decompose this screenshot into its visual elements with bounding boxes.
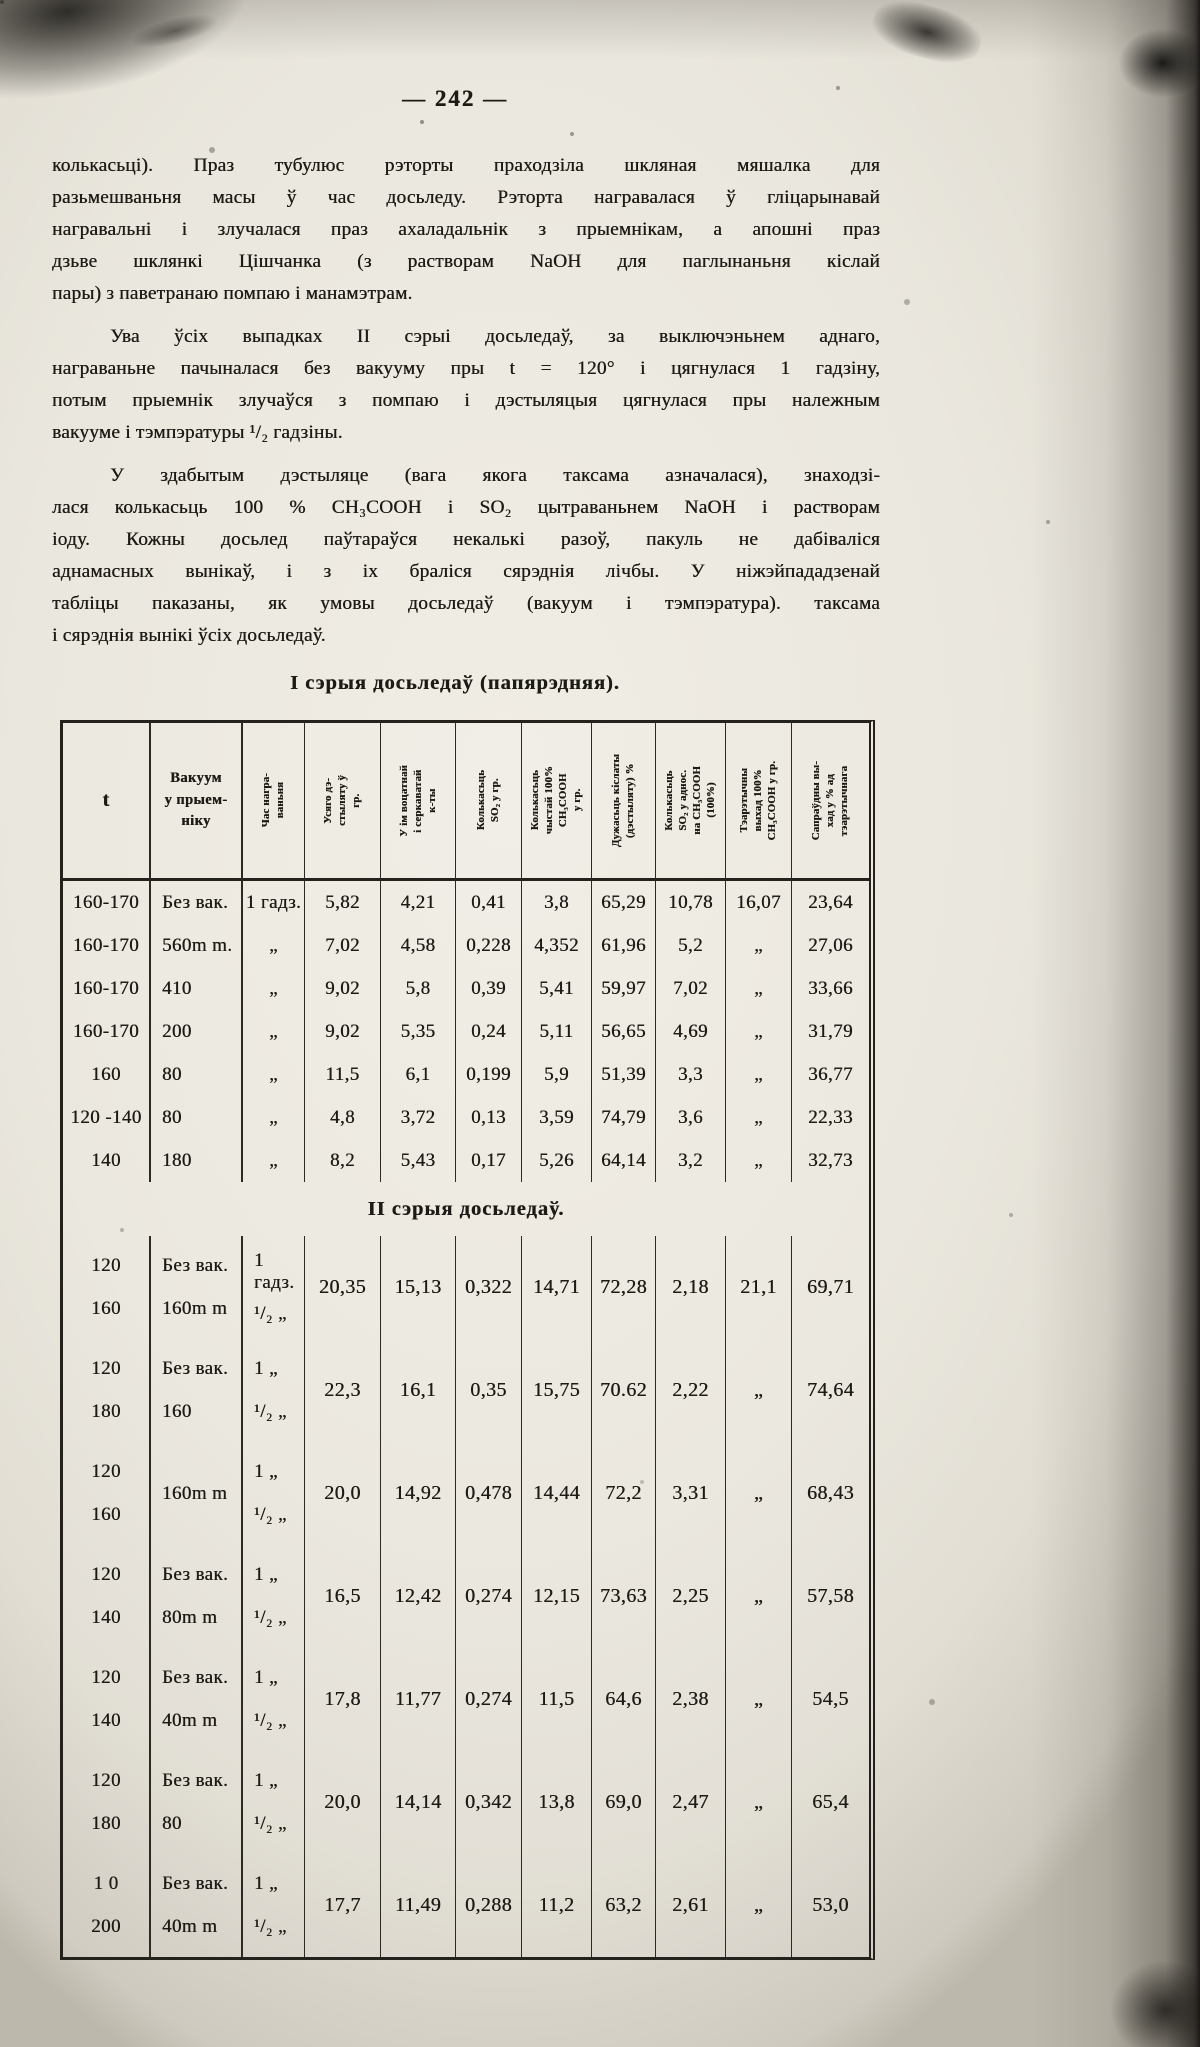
cell-value: 3,2 xyxy=(656,1139,726,1182)
cell-value: 17,8 xyxy=(305,1648,381,1751)
cell-value: „ xyxy=(726,924,792,967)
cell-value: 0,17 xyxy=(456,1139,522,1182)
cell-t xyxy=(63,1545,151,1648)
cell-value: „ xyxy=(726,1545,792,1648)
paragraph xyxy=(52,150,880,310)
cell-value: 64,14 xyxy=(592,1139,656,1182)
cell-value: „ xyxy=(726,967,792,1010)
cell-value: 23,64 xyxy=(808,891,853,913)
cell-value: 16,07 xyxy=(726,881,792,924)
paragraph xyxy=(52,321,880,449)
cell-t-line1: 120 xyxy=(91,1564,121,1586)
cell-vacuum-line1: 160m m xyxy=(162,1482,228,1504)
cell-t: 160-170 xyxy=(63,967,151,1010)
cell-value: 31,79 xyxy=(808,1020,853,1042)
cell-vacuum: 180 xyxy=(151,1139,243,1182)
cell-time-line2: ¹/₂ „ xyxy=(254,1915,287,1937)
cell-vacuum: Без вак. xyxy=(151,881,243,924)
cell-value: 5,11 xyxy=(522,1010,592,1053)
cell-time-line1: 1 „ xyxy=(254,1667,278,1689)
cell-value: „ xyxy=(726,1648,792,1751)
table-title-series2: II сэрыя досьледаў. xyxy=(367,1197,565,1220)
cell-t: 140 xyxy=(63,1139,151,1182)
cell-value: 64,6 xyxy=(592,1648,656,1751)
cell-t xyxy=(63,1751,151,1854)
cell-value: 36,77 xyxy=(808,1063,853,1085)
experiments-table xyxy=(60,720,875,1960)
cell-value: 16,1 xyxy=(381,1339,456,1442)
cell-time-line2: ¹/₂ „ xyxy=(254,1606,287,1628)
cell-t-line1: 120 xyxy=(91,1255,121,1277)
cell-value: 54,5 xyxy=(812,1688,849,1710)
cell-vacuum xyxy=(151,1545,243,1648)
cell-t xyxy=(63,1442,151,1545)
cell-time-line1: 1 гадз. xyxy=(254,1249,295,1293)
text-line: іоду. Кожны досьлед паўтараўся некалькі разоў, пакуль не дабіваліся xyxy=(52,529,880,550)
cell-time xyxy=(243,1442,305,1545)
cell-vacuum xyxy=(151,1854,243,1957)
cell-value: 14,44 xyxy=(522,1442,592,1545)
cell-value: 9,02 xyxy=(305,967,381,1010)
cell-t xyxy=(63,1854,151,1957)
cell-value: 5,41 xyxy=(522,967,592,1010)
cell-value: 5,26 xyxy=(522,1139,592,1182)
cell-value: 13,8 xyxy=(522,1751,592,1854)
cell-value: „ xyxy=(726,1442,792,1545)
cell-value: 72,28 xyxy=(592,1236,656,1339)
cell-value: „ xyxy=(726,1053,792,1096)
cell-time-line1: 1 „ xyxy=(254,1461,278,1483)
cell-time xyxy=(243,1854,305,1957)
cell-value: 69,0 xyxy=(592,1751,656,1854)
header-so2-ratio xyxy=(656,723,726,881)
header-heating-time xyxy=(243,723,305,881)
cell-value: 63,2 xyxy=(592,1854,656,1957)
cell-value: 0,274 xyxy=(456,1648,522,1751)
cell-time: „ xyxy=(243,967,305,1010)
cell-value: 2,47 xyxy=(656,1751,726,1854)
cell-value: „ xyxy=(726,1096,792,1139)
cell-value: 73,63 xyxy=(592,1545,656,1648)
header-theoretical-yield-label: Тэарэтычны выхад 100% CH₃COOH у гр. xyxy=(738,760,779,841)
cell-value: 0,199 xyxy=(456,1053,522,1096)
header-so2-amount xyxy=(456,723,522,881)
cell-value: 0,35 xyxy=(456,1339,522,1442)
cell-value: 5,9 xyxy=(522,1053,592,1096)
cell-vacuum: 560m m. xyxy=(151,924,243,967)
cell-t: 160 xyxy=(63,1053,151,1096)
cell-value: 51,39 xyxy=(592,1053,656,1096)
cell-time: „ xyxy=(243,1053,305,1096)
cell-value: 11,49 xyxy=(381,1854,456,1957)
cell-t-line2: 200 xyxy=(91,1915,121,1937)
header-acids-in-it-label: У ім воцатнай і серкаватай к-ты xyxy=(397,764,439,837)
table-title-series1: I сэрыя досьледаў (папярэдняя). xyxy=(290,672,620,694)
cell-t xyxy=(63,1648,151,1751)
cell-t: 160-170 xyxy=(63,924,151,967)
body-text-column xyxy=(52,150,880,663)
cell-vacuum-line1: Без вак. xyxy=(162,1358,229,1380)
cell-value: 59,97 xyxy=(592,967,656,1010)
cell-vacuum-line2: 80 xyxy=(162,1812,182,1834)
cell-value: 4,69 xyxy=(656,1010,726,1053)
cell-time-line2: ¹/₂ „ xyxy=(254,1303,287,1325)
cell-value: 3,8 xyxy=(522,881,592,924)
cell-value: 0,41 xyxy=(456,881,522,924)
cell-value: 20,0 xyxy=(305,1442,381,1545)
cell-vacuum: 80 xyxy=(151,1053,243,1096)
dust-specks xyxy=(0,0,4,4)
cell-value: 0,478 xyxy=(456,1442,522,1545)
cell-value: 3,6 xyxy=(656,1096,726,1139)
cell-value: 2,18 xyxy=(656,1236,726,1339)
cell-value: 16,5 xyxy=(305,1545,381,1648)
header-heating-time-label: Час награ- ваньня xyxy=(260,773,287,828)
cell-t-line2: 160 xyxy=(91,1503,121,1525)
cell-value: 2,25 xyxy=(656,1545,726,1648)
cell-vacuum xyxy=(151,1751,243,1854)
header-so2-amount-label: Колькасьць SO₂ у гр. xyxy=(475,770,502,831)
cell-t-line1: 120 xyxy=(91,1358,121,1380)
cell-value: 4,8 xyxy=(305,1096,381,1139)
cell-value: 0,13 xyxy=(456,1096,522,1139)
cell-t-line2: 140 xyxy=(91,1709,121,1731)
cell-value: 3,31 xyxy=(656,1442,726,1545)
header-acid-strength xyxy=(592,723,656,881)
cell-value: 20,0 xyxy=(305,1751,381,1854)
header-total-distillate-label: Усяго дэ- стыляту ў гр. xyxy=(322,775,363,826)
cell-value: 8,2 xyxy=(305,1139,381,1182)
cell-vacuum-line1: Без вак. xyxy=(162,1873,229,1895)
cell-t-line2: 140 xyxy=(91,1606,121,1628)
cell-value: 74,64 xyxy=(807,1379,854,1401)
cell-t-line1: 1 0 xyxy=(93,1873,119,1895)
cell-value: 17,7 xyxy=(305,1854,381,1957)
cell-value: 69,71 xyxy=(807,1276,854,1298)
ink-smudge-top-left xyxy=(128,7,222,54)
cell-value: 3,59 xyxy=(522,1096,592,1139)
cell-value: „ xyxy=(726,1751,792,1854)
cell-value: 3,3 xyxy=(656,1053,726,1096)
paragraph xyxy=(52,460,880,652)
text-line: лася колькасьць 100 % CH₃COOH і SO₂ цытраваньнем NaOH і растворам xyxy=(52,497,880,518)
cell-vacuum xyxy=(151,1442,243,1545)
scan-shadow-top xyxy=(0,0,1200,70)
cell-value: 4,21 xyxy=(381,881,456,924)
cell-value: 6,1 xyxy=(381,1053,456,1096)
cell-time xyxy=(243,1545,305,1648)
cell-value: 5,35 xyxy=(381,1010,456,1053)
text-line: і сярэднія вынікі ўсіх досьледаў. xyxy=(52,625,326,646)
cell-value: 11,77 xyxy=(381,1648,456,1751)
cell-t-line2: 160 xyxy=(91,1297,121,1319)
cell-value: 15,75 xyxy=(522,1339,592,1442)
text-line: разьмешваньня масы ў час досьледу. Рэторта награвалася ў гліцарынавай xyxy=(52,187,880,208)
cell-time-line1: 1 „ xyxy=(254,1873,278,1895)
cell-time: 1 гадз. xyxy=(243,881,305,924)
cell-vacuum-line2: 40m m xyxy=(162,1709,218,1731)
cell-time-line2: ¹/₂ „ xyxy=(254,1812,287,1834)
cell-time: „ xyxy=(243,1096,305,1139)
cell-value: 56,65 xyxy=(592,1010,656,1053)
cell-value: „ xyxy=(726,1139,792,1182)
cell-time-line1: 1 „ xyxy=(254,1770,278,1792)
text-line: награвальні і злучалася праз ахаладальнік з прыемнікам, а апошні праз xyxy=(52,219,880,240)
cell-value: 57,58 xyxy=(807,1585,854,1607)
text-line: колькасьці). Праз тубулюс рэторты праходзіла шкляная мяшалка для xyxy=(52,155,880,176)
header-total-distillate xyxy=(305,723,381,881)
cell-value: 74,79 xyxy=(592,1096,656,1139)
cell-t-line2: 180 xyxy=(91,1812,121,1834)
text-line: потым прыемнік злучаўся з помпаю і дэстыляцыя цягнулася пры належным xyxy=(52,390,880,411)
cell-vacuum-line2: 40m m xyxy=(162,1915,218,1937)
cell-value: 22,3 xyxy=(305,1339,381,1442)
header-temperature: t xyxy=(63,723,151,881)
cell-vacuum-line1: Без вак. xyxy=(162,1667,229,1689)
cell-value: 72,2 xyxy=(592,1442,656,1545)
cell-value: 5,43 xyxy=(381,1139,456,1182)
cell-value: „ xyxy=(726,1010,792,1053)
cell-vacuum: 80 xyxy=(151,1096,243,1139)
ink-blot-top-right xyxy=(867,0,987,72)
cell-value: 7,02 xyxy=(305,924,381,967)
cell-value: 5,2 xyxy=(656,924,726,967)
cell-time xyxy=(243,1236,305,1339)
cell-value: 14,71 xyxy=(522,1236,592,1339)
cell-vacuum xyxy=(151,1339,243,1442)
cell-value: 70.62 xyxy=(592,1339,656,1442)
cell-value: 68,43 xyxy=(807,1482,854,1504)
text-line: аднамасных вынікаў, і з іх браліся сярэднія лічбы. У ніжэйпададзенай xyxy=(52,561,880,582)
cell-value: 20,35 xyxy=(305,1236,381,1339)
cell-value: 11,5 xyxy=(305,1053,381,1096)
cell-value: 5,82 xyxy=(305,881,381,924)
page-number: — 242 — xyxy=(402,86,508,111)
cell-vacuum-line2: 160m m xyxy=(162,1297,228,1319)
cell-t-line2: 180 xyxy=(91,1400,121,1422)
cell-time xyxy=(243,1339,305,1442)
cell-vacuum xyxy=(151,1648,243,1751)
cell-value: 53,0 xyxy=(812,1894,849,1916)
header-vacuum xyxy=(151,723,243,881)
cell-value: 14,14 xyxy=(381,1751,456,1854)
cell-t xyxy=(63,1339,151,1442)
cell-value: 7,02 xyxy=(656,967,726,1010)
cell-value: „ xyxy=(726,1854,792,1957)
cell-vacuum-line1: Без вак. xyxy=(162,1255,229,1277)
cell-time: „ xyxy=(243,1139,305,1182)
header-acids-in-it xyxy=(381,723,456,881)
cell-value: 2,38 xyxy=(656,1648,726,1751)
cell-value: 27,06 xyxy=(808,934,853,956)
cell-value: 9,02 xyxy=(305,1010,381,1053)
cell-vacuum: 410 xyxy=(151,967,243,1010)
cell-time-line2: ¹/₂ „ xyxy=(254,1400,287,1422)
cell-vacuum: 200 xyxy=(151,1010,243,1053)
header-acid-strength-label: Дужасьць кіслаты (дэстыляту) % xyxy=(610,753,637,848)
cell-value: 33,66 xyxy=(808,977,853,999)
cell-value: 14,92 xyxy=(381,1442,456,1545)
cell-value: 2,61 xyxy=(656,1854,726,1957)
cell-vacuum-line2: 80m m xyxy=(162,1606,218,1628)
cell-value: 4,352 xyxy=(522,924,592,967)
cell-value: 0,39 xyxy=(456,967,522,1010)
cell-value: 0,228 xyxy=(456,924,522,967)
cell-time: „ xyxy=(243,1010,305,1053)
ink-blot-bottom-right xyxy=(1110,1960,1200,2047)
cell-vacuum xyxy=(151,1236,243,1339)
cell-time-line1: 1 „ xyxy=(254,1358,278,1380)
cell-value: 65,4 xyxy=(812,1791,849,1813)
header-theoretical-yield xyxy=(726,723,792,881)
ink-blot-right-edge xyxy=(1118,28,1200,98)
cell-vacuum-line1: Без вак. xyxy=(162,1564,229,1586)
text-line: табліцы паказаны, як умовы досьледаў (вакуум і тэмпэратура). таксама xyxy=(52,593,880,614)
header-pure-ch3cooh-label: Колькасьць чыстай 100% CH₃COOH у гр. xyxy=(529,766,584,835)
cell-value: 22,33 xyxy=(808,1106,853,1128)
text-line: Ува ўсіх выпадках II сэрыі досьледаў, за выключэньнем аднаго, xyxy=(110,326,880,347)
cell-value: 0,342 xyxy=(456,1751,522,1854)
cell-time: „ xyxy=(243,924,305,967)
cell-value: 0,274 xyxy=(456,1545,522,1648)
cell-value: 4,58 xyxy=(381,924,456,967)
cell-t xyxy=(63,1236,151,1339)
cell-value: „ xyxy=(726,1339,792,1442)
text-line: вакууме і тэмпэратуры ¹/₂ гадзіны. xyxy=(52,422,343,443)
cell-time xyxy=(243,1751,305,1854)
cell-value: 0,24 xyxy=(456,1010,522,1053)
cell-value: 11,2 xyxy=(522,1854,592,1957)
cell-value: 11,5 xyxy=(522,1648,592,1751)
cell-t: 160-170 xyxy=(63,1010,151,1053)
cell-value: 12,15 xyxy=(522,1545,592,1648)
cell-time-line2: ¹/₂ „ xyxy=(254,1709,287,1731)
header-so2-ratio-label: Колькасьць SO₂ у аднос. на CH₃COOH (100%) xyxy=(663,766,718,835)
cell-value: 0,288 xyxy=(456,1854,522,1957)
cell-value: 65,29 xyxy=(592,881,656,924)
cell-value: 0,322 xyxy=(456,1236,522,1339)
cell-t-line1: 120 xyxy=(91,1667,121,1689)
cell-t-line1: 120 xyxy=(91,1770,121,1792)
cell-vacuum-line1: Без вак. xyxy=(162,1770,229,1792)
cell-time-line2: ¹/₂ „ xyxy=(254,1503,287,1525)
cell-value: 32,73 xyxy=(808,1149,853,1171)
scan-shadow-right-edge xyxy=(1030,0,1200,2047)
cell-t: 120 -140 xyxy=(63,1096,151,1139)
cell-t: 160-170 xyxy=(63,881,151,924)
text-line: У здабытым дэстыляце (вага якога таксама азначалася), знаходзі- xyxy=(110,465,880,486)
cell-value: 3,72 xyxy=(381,1096,456,1139)
text-line: награваньне пачыналася без вакууму пры t = 120° і цягнулася 1 гадзіну, xyxy=(52,358,880,379)
header-vacuum-label: Вакуум у прыем- ніку xyxy=(164,769,228,830)
text-line: дзьве шклянкі Цішчанка (з растворам NaOH для паглынаньня кіслай xyxy=(52,251,880,272)
cell-value: 12,42 xyxy=(381,1545,456,1648)
cell-t-line1: 120 xyxy=(91,1461,121,1483)
text-line: пары) з паветранаю помпаю і манамэтрам. xyxy=(52,283,413,304)
cell-time-line1: 1 „ xyxy=(254,1564,278,1586)
cell-vacuum-line2: 160 xyxy=(162,1400,192,1422)
cell-time xyxy=(243,1648,305,1751)
header-pure-ch3cooh xyxy=(522,723,592,881)
header-actual-yield xyxy=(792,723,869,881)
header-actual-yield-label: Сапраўдны вы- хад у % ад тэарэтычнага xyxy=(810,760,851,841)
cell-value: 21,1 xyxy=(726,1236,792,1339)
cell-value: 15,13 xyxy=(381,1236,456,1339)
cell-value: 10,78 xyxy=(656,881,726,924)
cell-value: 2,22 xyxy=(656,1339,726,1442)
cell-value: 61,96 xyxy=(592,924,656,967)
cell-value: 5,8 xyxy=(381,967,456,1010)
